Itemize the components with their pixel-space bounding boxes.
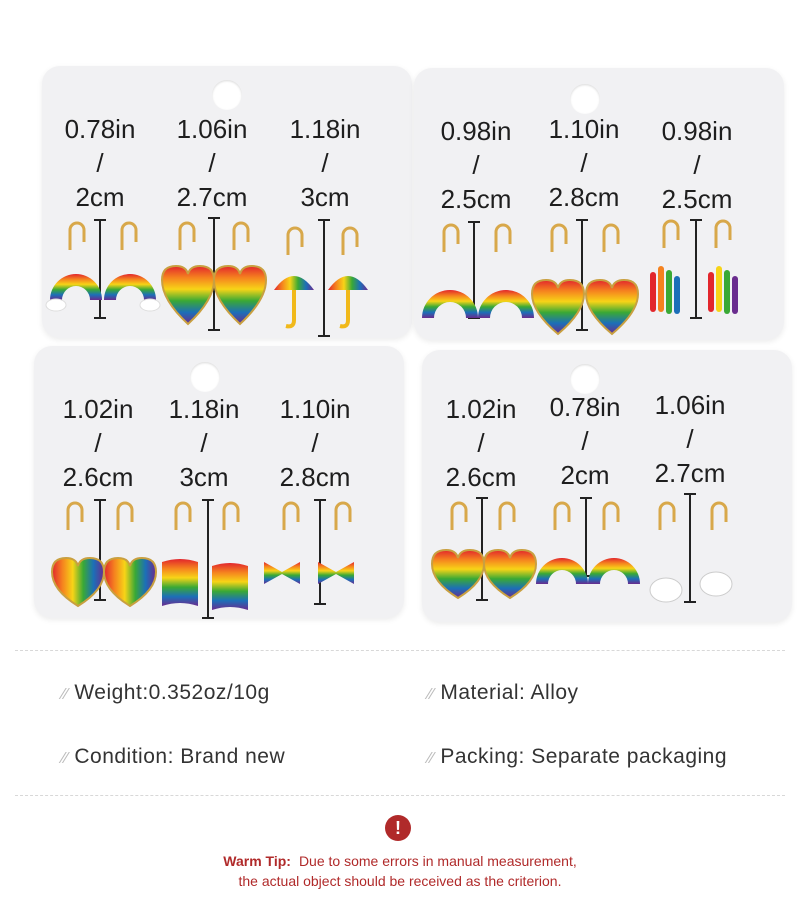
spec-packing: ⁄⁄ Packing: Separate packaging	[428, 745, 728, 768]
spec-material: ⁄⁄ Material: Alloy	[428, 681, 579, 704]
bullet-icon: ⁄⁄	[428, 686, 435, 703]
warm-tip-line1: Warm Tip: Due to some errors in manual measurement,	[223, 853, 577, 869]
size-label: 0.78in / 2cm	[64, 114, 136, 212]
spec-condition: ⁄⁄ Condition: Brand new	[62, 745, 286, 768]
bullet-icon: ⁄⁄	[428, 750, 435, 767]
section-divider	[15, 650, 785, 651]
size-label: 0.98in / 2.5cm	[661, 116, 733, 214]
size-label: 1.10in / 2.8cm	[279, 394, 351, 492]
warm-tip-line2: the actual object should be received as the criterion.	[238, 873, 562, 889]
warning-icon: !	[385, 815, 411, 841]
bullet-icon: ⁄⁄	[62, 686, 69, 703]
size-label: 0.98in / 2.5cm	[440, 116, 512, 214]
bullet-icon: ⁄⁄	[62, 750, 69, 767]
size-label: 1.02in / 2.6cm	[445, 394, 517, 492]
size-label: 0.78in / 2cm	[549, 392, 621, 490]
warm-tip-label: Warm Tip:	[223, 853, 291, 869]
size-label: 1.02in / 2.6cm	[62, 394, 134, 492]
size-label: 1.06in / 2.7cm	[654, 390, 726, 488]
size-label: 1.18in / 3cm	[168, 394, 240, 492]
size-label: 1.06in / 2.7cm	[176, 114, 248, 212]
section-divider	[15, 795, 785, 796]
spec-weight: ⁄⁄ Weight:0.352oz/10g	[62, 681, 270, 704]
size-label: 1.18in / 3cm	[289, 114, 361, 212]
size-label: 1.10in / 2.8cm	[548, 114, 620, 212]
